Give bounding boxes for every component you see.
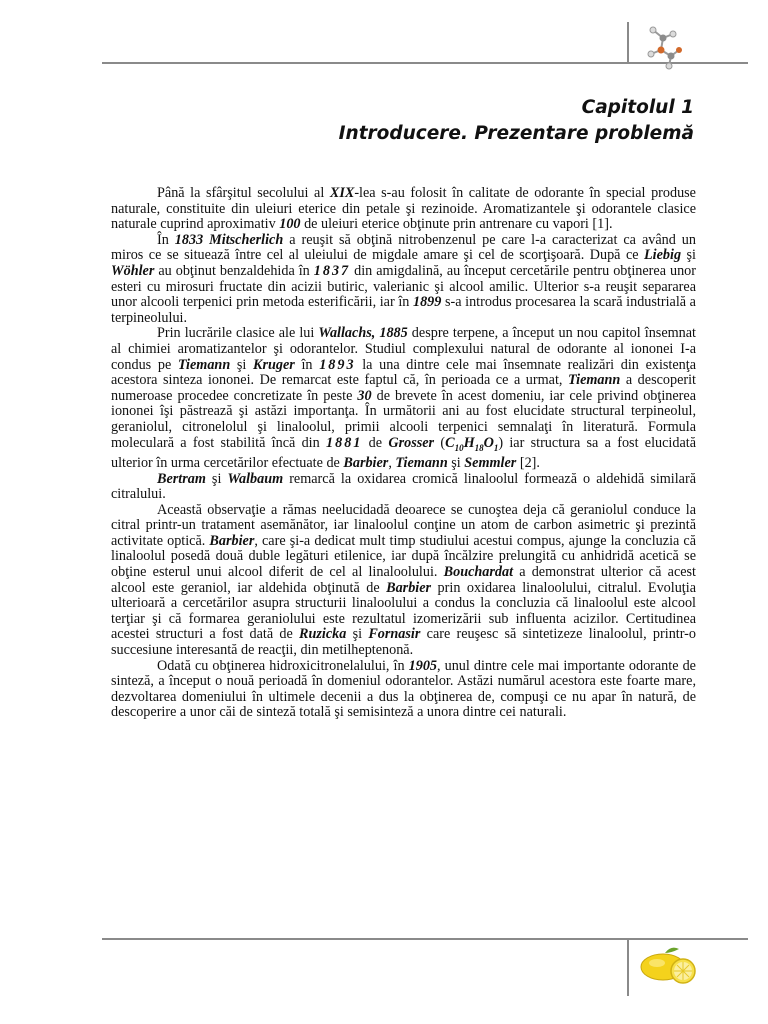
- author-name: Wöhler: [111, 262, 155, 279]
- author-name: Tiemann: [567, 372, 621, 389]
- header-vertical-rule: [627, 22, 629, 64]
- paragraph-6: [111, 659, 696, 721]
- text-run: Până la sfârşitul secolului al: [157, 185, 330, 201]
- emphasis: 1833 Mitscherlich: [174, 231, 284, 248]
- text-run: (: [434, 434, 446, 451]
- text-run: din amigdalină, au început cercetările pentru obţinerea unor esteri cu mirosuri fructate din acizii butiric, valerianic şi alcool amilic. Ulterior s-a reuşit separarea unor alcooli terpenici prin metoda esterificării, iar în: [111, 262, 696, 311]
- paragraph-3: [111, 326, 696, 471]
- emphasis: 30: [357, 387, 372, 404]
- text-run: care reuşesc să sintetizeze linaloolul, printr-o succesiune interesantă de reacţii, din metilheptenonă.: [111, 626, 696, 659]
- footer-vertical-rule: [627, 938, 629, 996]
- text-run: de uleiuri eterice obţinute prin antrenare cu vapori [1].: [300, 216, 613, 233]
- text-run: Prin lucrările clasice ale lui: [157, 325, 319, 342]
- author-name: Fornasir: [368, 626, 421, 643]
- text-run: au obţinut benzaldehida în: [154, 262, 314, 279]
- author-name: Ruzicka: [299, 626, 347, 643]
- text-run: remarcă la oxidarea cromică linaloolul formează o aldehidă similară citralului.: [111, 470, 697, 503]
- text-run: Această observaţie a rămas neelucidadă deoarece se cunoştea deja că geraniolul conduce la citral printr-un tratament asemănător, iar linaloolul conţine un atom de carbon asimetric şi prezintă activitate optică.: [111, 501, 696, 549]
- chapter-title: Introducere. Prezentare problemă: [338, 123, 694, 144]
- text-run: şi: [346, 626, 369, 643]
- molecular-formula: $C_{10}H_{18}O_1$: [445, 434, 499, 453]
- chapter-body: [111, 186, 696, 721]
- text-run: -lea s-au folosit în calitate de odorante în special produse naturale, constituite din uleiuri eterice din petale şi rezinoide. Aromatizantele şi odorantele clasice naturale cuprind aproximativ: [111, 185, 696, 233]
- author-name: Barbier: [209, 532, 255, 549]
- author-name: Barbier: [386, 579, 432, 596]
- text-run: a reuşit să obţină nitrobenzenul pe care l-a caracterizat ca având un miros ce se situează între cel al uleiului de migdale amare şi cel de scorţişoară. După ce: [111, 231, 696, 264]
- text-run: în: [294, 356, 320, 373]
- author-name: Grosser: [388, 434, 435, 451]
- text-run: şi: [681, 247, 696, 264]
- emphasis: Wallachs, 1885: [318, 325, 408, 342]
- author-name: Bouchardat: [443, 564, 514, 581]
- paragraph-1: [111, 186, 696, 233]
- text-run: prin oxidarea linaloolului, citralul. Evoluţia ulterioară a cercetărilor asupra structurii linaloolului a condus la concluzia că linaloolul este alcool terţiar şi că formarea geraniolului este rezultatul izomerizării sub influenta acizilor. Certitudinea acestei structuri a fost dată de: [111, 579, 696, 643]
- author-name: Tiemann: [177, 356, 231, 373]
- emphasis: 100: [279, 216, 301, 233]
- paragraph-4: [111, 472, 696, 503]
- year: 1893: [319, 356, 356, 373]
- author-name: Walbaum: [227, 470, 284, 487]
- year: 1905: [408, 657, 437, 674]
- year: 1899: [412, 294, 442, 311]
- emphasis: XIX: [329, 185, 355, 201]
- text-run: şi: [230, 356, 254, 373]
- text-run: , care şi-a dedicat mult timp studiului acestui compus, ajunge la concluzia că linaloolul posedă două duble legături etilenice, iar după încălzire prelungită cu anhidridă acetică se obţine esterul unui alcool diferit de cel al linaloolului.: [111, 532, 697, 581]
- text-run: despre terpene, a început un nou capitol însemnat al chimiei aromatizantelor şi odorantelor. Studiul complexului natural de odorante al iononei I-a condus pe: [111, 325, 696, 373]
- paragraph-2: [111, 233, 696, 327]
- chapter-number: Capitolul 1: [581, 97, 694, 118]
- text-run: a descoperit numeroase procedee concretizate în peste: [111, 372, 696, 404]
- author-name: Tiemann: [395, 454, 448, 471]
- year: 1881: [326, 434, 363, 451]
- text-run: şi: [205, 470, 228, 487]
- text-run: ,: [388, 454, 396, 471]
- author-name: Liebig: [644, 247, 682, 264]
- chapter-heading: [339, 95, 694, 147]
- text-run: şi: [447, 454, 465, 471]
- text-run: de brevete în acest domeniu, iar cele privind obţinerea iononei îşi păstrează şi astăzi importanţa. În următorii ani au fost elucidate structural terpineolul, geraniolul, citronelolul şi linaloolul, primii alcooli terpenici semnalaţi în literatură. Formula moleculară a fost stabilită încă din: [111, 387, 696, 451]
- molecule-icon: [643, 22, 687, 70]
- text-run: la una dintre cele mai însemnate realizări din existenţa acestora sinteza iononei. De remarcat este faptul că, în perioada ce a urmat,: [111, 356, 696, 389]
- text-run: În: [157, 231, 175, 248]
- text-run: s-a introdus procesarea la scară industrială a terpineolului.: [111, 294, 696, 326]
- text-run: , unul dintre cele mai importante odorante de sinteză, a început o nouă perioadă în domeniul odorantelor. Astăzi numărul acestora este foarte mare, dezvoltarea domeniului în ultimele decenii a dus la obţinerea de, compuşi ce nu apar în natură, de descoperire a unor căi de sinteză totală şi semisinteză a unora dintre cei naturali.: [111, 657, 696, 721]
- paragraph-5: [111, 503, 696, 659]
- year: 1837: [313, 262, 351, 279]
- text-run: Odată cu obţinerea hidroxicitronelalului, în: [157, 657, 409, 674]
- lemon-icon: [637, 943, 699, 985]
- author-name: Barbier: [343, 454, 389, 471]
- footer-rule: [102, 938, 748, 940]
- text-run: [2].: [516, 454, 540, 471]
- text-run: ) iar structura sa a fost elucidată ulterior în urma cercetărilor efectuate de: [111, 434, 696, 471]
- author-name: Bertram: [157, 470, 206, 487]
- text-run: a demonstrat ulterior că acest alcool este geraniol, iar aldehida obţinută de: [111, 564, 697, 596]
- author-name: Kruger: [253, 356, 295, 373]
- text-run: de: [362, 434, 389, 451]
- author-name: Semmler: [464, 454, 517, 471]
